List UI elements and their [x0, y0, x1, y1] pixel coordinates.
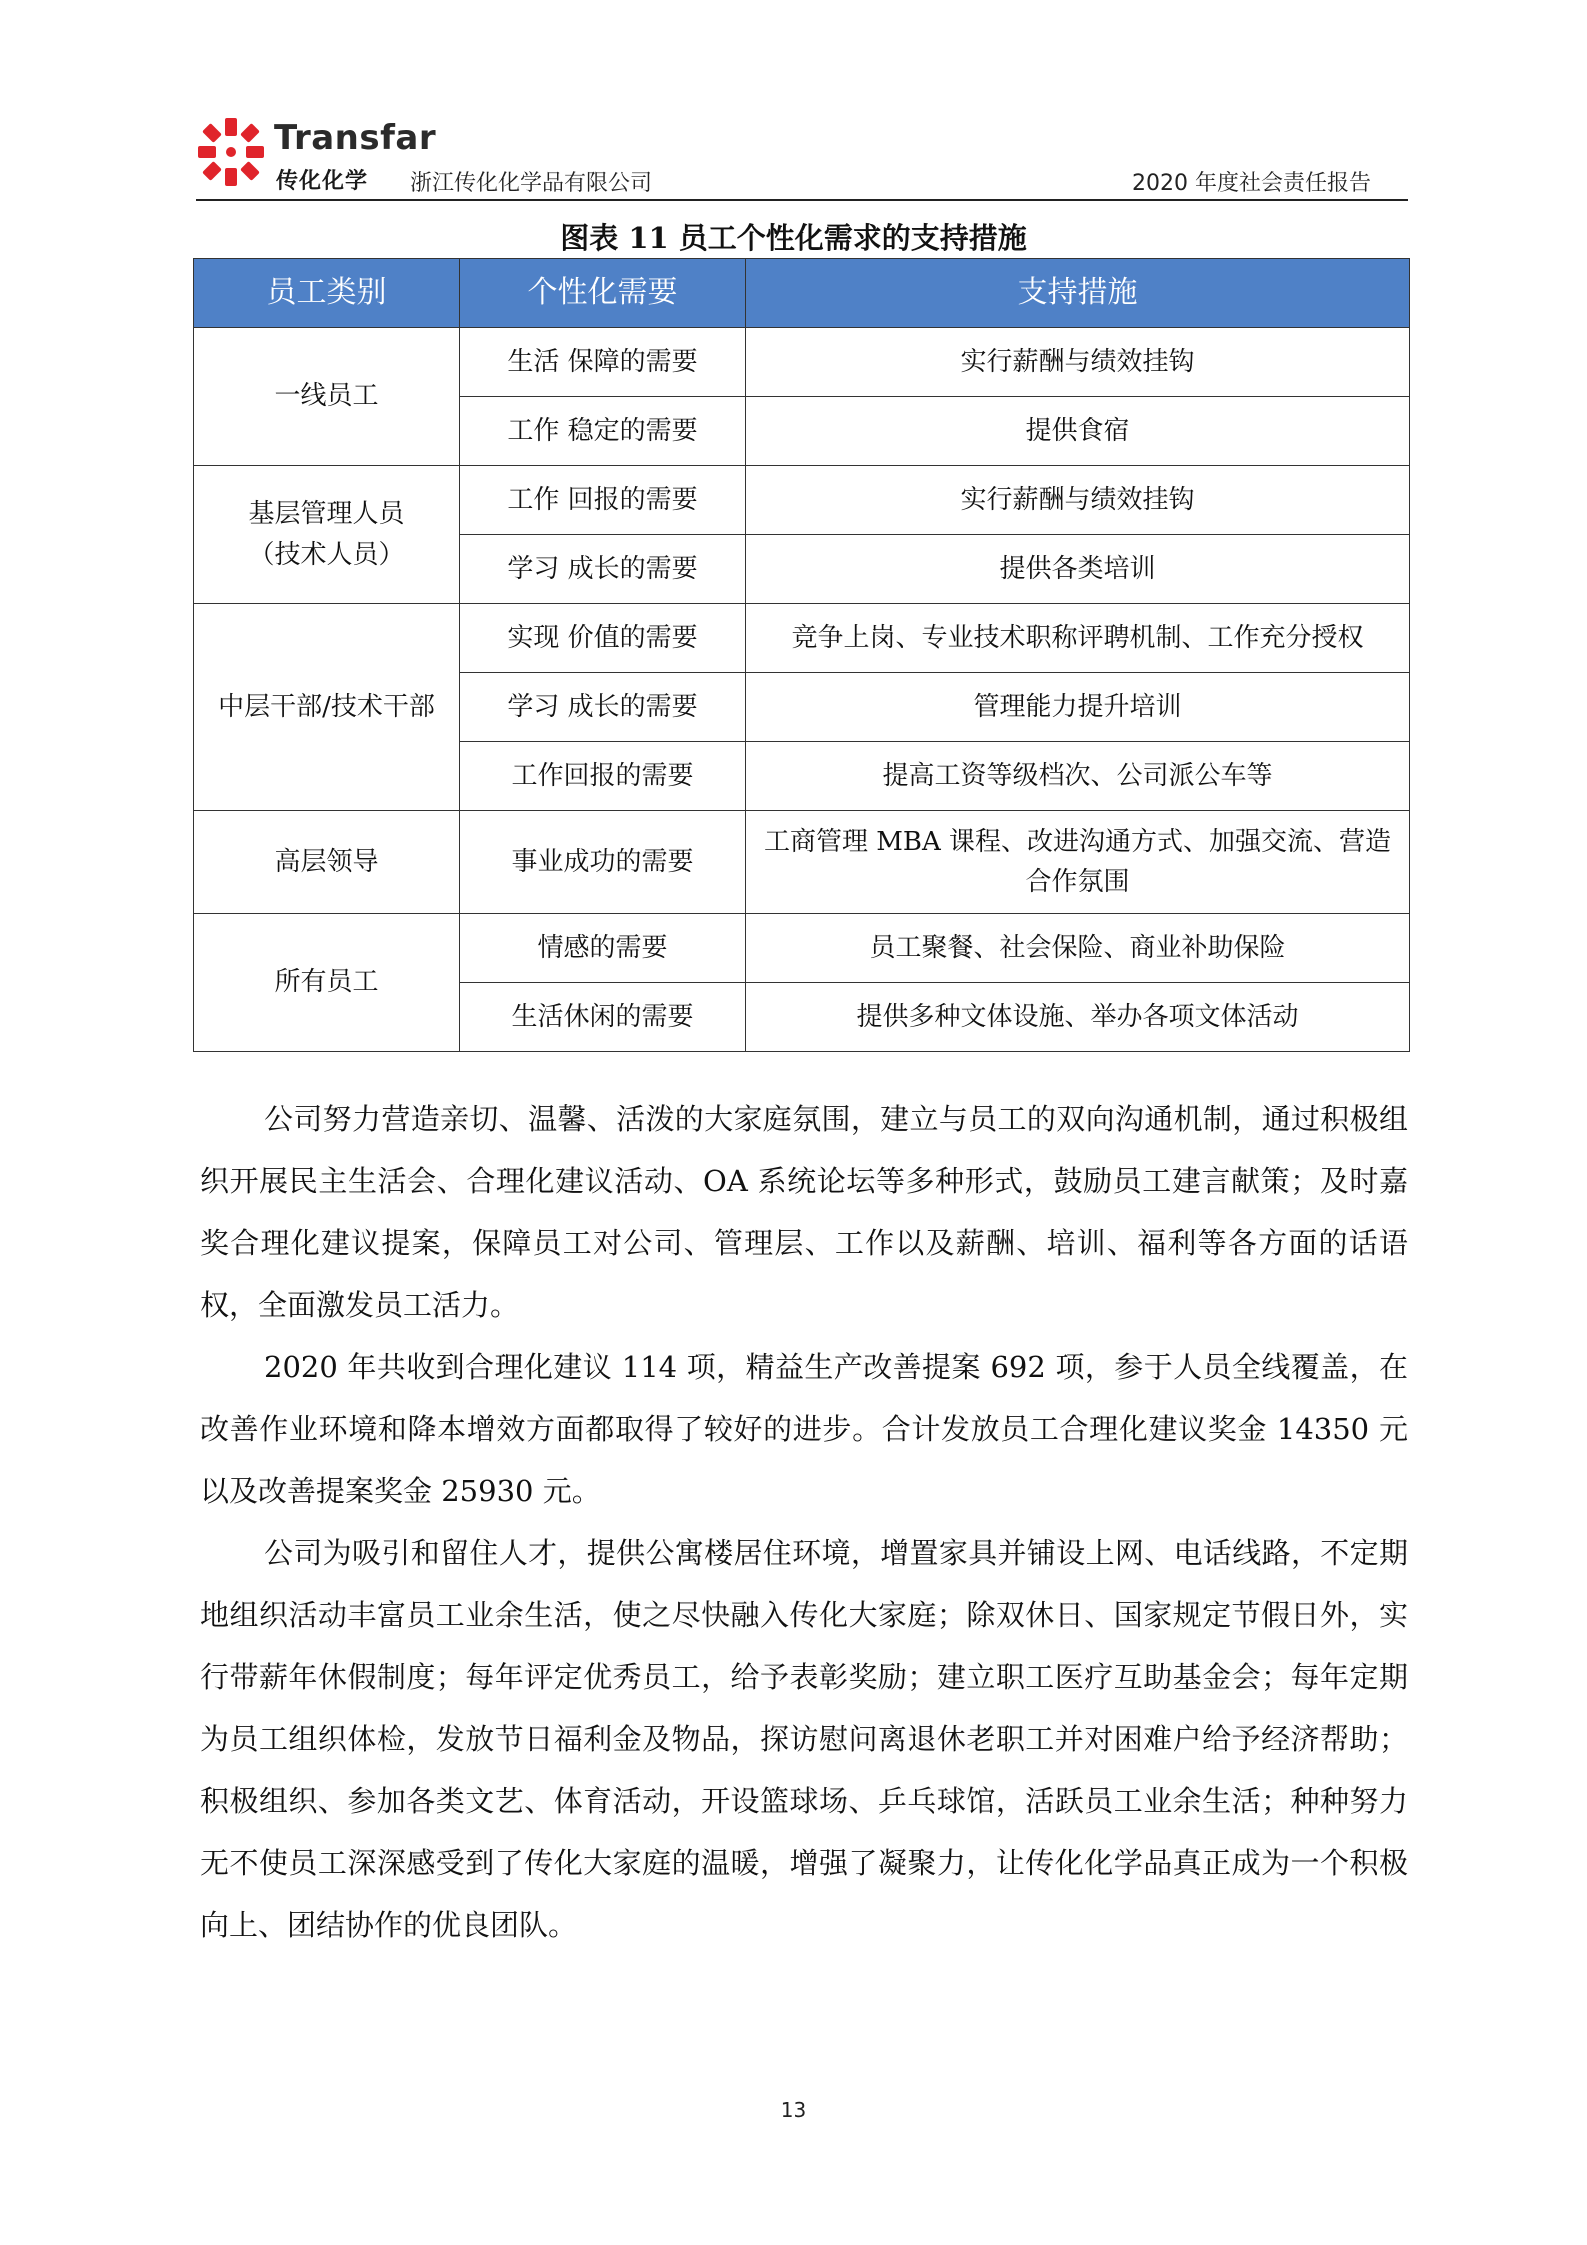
category-label-sub: （技术人员） — [248, 539, 405, 570]
category-cell — [194, 328, 460, 466]
company-name: 浙江传化化学品有限公司 — [410, 171, 653, 196]
measure-cell: 工商管理 MBA 课程、改进沟通方式、加强交流、营造合作氛围 — [746, 811, 1410, 914]
paragraph: 公司为吸引和留住人才，提供公寓楼居住环境，增置家具并铺设上网、电话线路，不定期地组织活动丰富员工业余生活，使之尽快融入传化大家庭；除双休日、国家规定节假日外，实行带薪年休假制度；每年评定优秀员工，给予表彰奖励；建立职工医疗互助基金会；每年定期为员工组织体检，发放节日福利金及物品，探访慰问离退休老职工并对困难户给予经济帮助；积极组织、参加各类文艺、体育活动，开设篮球场、乒乓球馆，活跃员工业余生活；种种努力无不使员工深深感受到了传化大家庭的温暖，增强了凝聚力，让传化化学品真正成为一个积极向上、团结协作的优良团队。 — [200, 1536, 1408, 1942]
page-number: 13 — [780, 2098, 807, 2122]
need-cell: 学习 成长的需要 — [460, 673, 746, 742]
measure-cell: 提供多种文体设施、举办各项文体活动 — [746, 983, 1410, 1052]
measure-cell: 实行薪酬与绩效挂钩 — [746, 328, 1410, 397]
need-cell: 事业成功的需要 — [460, 811, 746, 914]
category-label: 基层管理人员 — [248, 499, 405, 530]
category-cell — [194, 604, 460, 811]
category-label: 所有员工 — [274, 967, 379, 998]
transfar-logo-icon — [196, 116, 266, 188]
logo-brand-text: Transfar — [274, 118, 437, 158]
measure-cell: 管理能力提升培训 — [746, 673, 1410, 742]
table-row — [194, 914, 1410, 983]
paragraph: 2020 年共收到合理化建议 114 项，精益生产改善提案 692 项，参于人员全线覆盖，在改善作业环境和降本增效方面都取得了较好的进步。合计发放员工合理化建议奖金 14350 元以及改善提案奖金 25930 元。 — [200, 1350, 1408, 1508]
table-row — [194, 328, 1410, 397]
measure-cell: 实行薪酬与绩效挂钩 — [746, 466, 1410, 535]
need-cell: 生活休闲的需要 — [460, 983, 746, 1052]
body-text — [200, 1088, 1408, 1956]
need-cell: 学习 成长的需要 — [460, 535, 746, 604]
need-cell: 情感的需要 — [460, 914, 746, 983]
need-cell: 工作 稳定的需要 — [460, 397, 746, 466]
column-header-need: 个性化需要 — [460, 259, 746, 328]
table-row — [194, 604, 1410, 673]
need-cell: 实现 价值的需要 — [460, 604, 746, 673]
table-row — [194, 811, 1410, 914]
column-header-category: 员工类别 — [194, 259, 460, 328]
table-header-row — [194, 259, 1410, 328]
table-row — [194, 466, 1410, 535]
category-cell — [194, 914, 460, 1052]
category-label: 高层领导 — [274, 846, 379, 877]
paragraph: 公司努力营造亲切、温馨、活泼的大家庭氛围，建立与员工的双向沟通机制，通过积极组织开展民主生活会、合理化建议活动、OA 系统论坛等多种形式，鼓励员工建言献策；及时嘉奖合理化建议提案，保障员工对公司、管理层、工作以及薪酬、培训、福利等各方面的话语权，全面激发员工活力。 — [200, 1102, 1408, 1322]
measure-cell: 提供食宿 — [746, 397, 1410, 466]
table-caption: 图表 11 员工个性化需求的支持措施 — [560, 221, 1027, 255]
column-header-measure: 支持措施 — [746, 259, 1410, 328]
category-label: 一线员工 — [274, 381, 379, 412]
measure-cell: 竞争上岗、专业技术职称评聘机制、工作充分授权 — [746, 604, 1410, 673]
measure-cell: 员工聚餐、社会保险、商业补助保险 — [746, 914, 1410, 983]
need-cell: 工作 回报的需要 — [460, 466, 746, 535]
report-title: 2020 年度社会责任报告 — [1132, 171, 1371, 196]
need-cell: 工作回报的需要 — [460, 742, 746, 811]
logo-chinese-text: 传化化学 — [276, 169, 369, 194]
measure-cell: 提高工资等级档次、公司派公车等 — [746, 742, 1410, 811]
support-measures-table — [193, 258, 1410, 1052]
category-label: 中层干部/技术干部 — [218, 691, 435, 722]
measure-cell: 提供各类培训 — [746, 535, 1410, 604]
header-divider — [196, 199, 1408, 201]
need-cell: 生活 保障的需要 — [460, 328, 746, 397]
category-cell — [194, 466, 460, 604]
category-cell — [194, 811, 460, 914]
